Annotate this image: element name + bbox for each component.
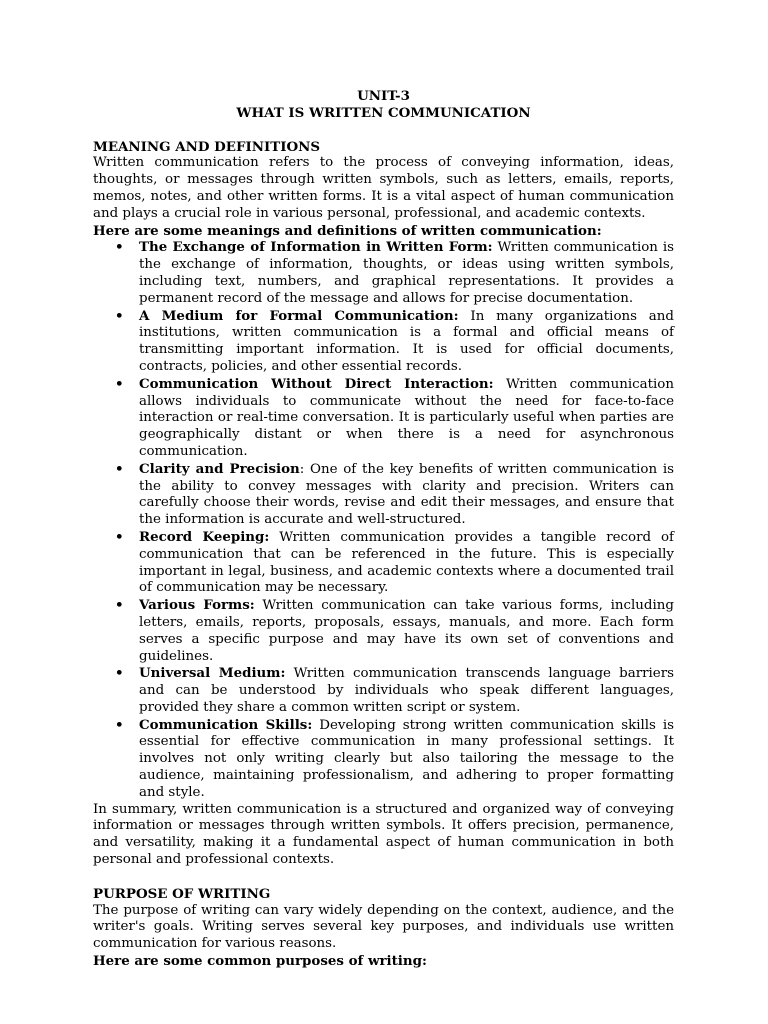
bullet-icon: • bbox=[115, 665, 124, 682]
list-item bbox=[115, 307, 674, 376]
item-text: Written communication allows individuals to communicate without the need for face-to-face interaction or real-time conversation. It is particularly useful when parties are geographically distant or when there is a need for asynchronous communication. bbox=[139, 376, 674, 459]
item-term: Various Forms: bbox=[139, 597, 255, 614]
item-term: Communication Without Direct Interaction: bbox=[139, 375, 494, 392]
document-title-block bbox=[93, 88, 674, 122]
definitions-list bbox=[93, 239, 674, 801]
bullet-icon: • bbox=[115, 239, 124, 256]
item-text: Written communication is the exchange of information, thoughts, or ideas using written symbols, including text, numbers, and graphical representations. It provides a permanent record of the message and allows for precise documentation. bbox=[139, 240, 674, 306]
item-term: Clarity and Precision bbox=[139, 460, 300, 477]
item-term: The Exchange of Information in Written Form: bbox=[139, 239, 493, 256]
purposes-lead: Here are some common purposes of writing: bbox=[93, 953, 427, 970]
section-heading-meaning: MEANING AND DEFINITIONS bbox=[93, 138, 321, 155]
list-item bbox=[115, 528, 674, 597]
bullet-icon: • bbox=[115, 597, 124, 614]
list-item bbox=[115, 375, 674, 461]
bullet-icon: • bbox=[115, 460, 124, 477]
list-item bbox=[115, 460, 674, 529]
list-item bbox=[115, 239, 674, 307]
page-title: WHAT IS WRITTEN COMMUNICATION bbox=[236, 104, 531, 121]
item-text: Developing strong written communication skills is essential for effective communication in many professional settings. It involves not only writing clearly but also tailoring the message to the audience, maintaining professionalism, and adhering to proper formatting and style. bbox=[139, 717, 675, 800]
document-page bbox=[93, 88, 674, 970]
item-term: A Medium for Formal Communication: bbox=[139, 307, 459, 324]
purpose-intro-paragraph: The purpose of writing can vary widely depending on the context, audience, and the writer's goals. Writing serves several key purposes, and individuals use written communication for various reasons. bbox=[93, 902, 674, 952]
item-term: Record Keeping: bbox=[139, 528, 270, 545]
summary-paragraph: In summary, written communication is a structured and organized way of conveying information or messages through written symbols. It offers precision, permanence, and versatility, making it a fundamental aspect of human communication in both personal and professional contexts. bbox=[93, 801, 674, 868]
unit-label: UNIT-3 bbox=[357, 88, 410, 104]
definitions-lead: Here are some meanings and definitions of written communication: bbox=[93, 222, 602, 239]
bullet-icon: • bbox=[115, 716, 124, 733]
list-item bbox=[115, 665, 674, 716]
section-heading-purpose: PURPOSE OF WRITING bbox=[93, 885, 271, 902]
meaning-intro-paragraph: Written communication refers to the process of conveying information, ideas, thoughts, or messages through written symbols, such as letters, emails, reports, memos, notes, and other written forms. It is a vital aspect of human communication and plays a crucial role in various personal, professional, and academic contexts. bbox=[93, 155, 674, 221]
item-text: Written communication can take various forms, including letters, emails, reports, proposals, essays, manuals, and more. Each form serves a specific purpose and may have its own set of conventions and guidelines. bbox=[139, 598, 674, 664]
item-term: Universal Medium: bbox=[139, 665, 286, 682]
bullet-icon: • bbox=[115, 528, 124, 545]
item-text: : One of the key benefits of written communication is the ability to convey messages with clarity and precision. Writers can carefully choose their words, revise and edit their messages, and ensure that the information is accurate and well-structured. bbox=[139, 461, 674, 528]
item-text: In many organizations and institutions, written communication is a formal and official means of transmitting important information. It is used for official documents, contracts, policies, and other essential records. bbox=[139, 308, 674, 374]
bullet-icon: • bbox=[115, 307, 124, 324]
item-term: Communication Skills: bbox=[139, 716, 313, 733]
item-text: Written communication transcends language barriers and can be understood by individuals who speak different languages, provided they share a common written script or system. bbox=[139, 666, 674, 715]
list-item bbox=[115, 716, 675, 802]
bullet-icon: • bbox=[115, 375, 124, 392]
list-item bbox=[115, 597, 674, 665]
item-text: Written communication provides a tangible record of communication that can be referenced in the future. This is especially important in legal, business, and academic contexts where a documented trail of communication may be necessary. bbox=[139, 529, 674, 596]
